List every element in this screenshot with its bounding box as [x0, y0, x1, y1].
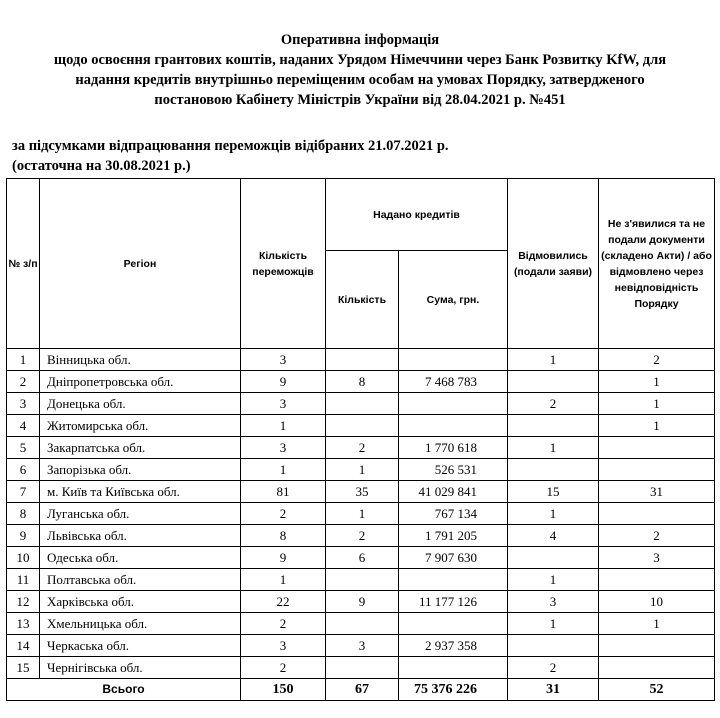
table-row [7, 525, 715, 547]
row-num: 14 [7, 635, 40, 657]
table-row [7, 459, 715, 481]
row-num: 9 [7, 525, 40, 547]
row-num: 1 [7, 349, 40, 371]
row-region: Черкаська обл. [40, 635, 241, 657]
row-refused: 2 [508, 657, 599, 679]
row-credits-count [326, 415, 399, 437]
row-credits-count: 1 [326, 459, 399, 481]
row-region: Дніпропетровська обл. [40, 371, 241, 393]
table-row [7, 437, 715, 459]
total-count: 67 [326, 679, 399, 701]
row-not-appeared [599, 459, 715, 481]
row-region: м. Київ та Київська обл. [40, 481, 241, 503]
title-line-1: Оперативна інформація [280, 32, 440, 48]
row-num: 5 [7, 437, 40, 459]
row-region: Закарпатська обл. [40, 437, 241, 459]
row-num: 7 [7, 481, 40, 503]
table-row [7, 503, 715, 525]
row-credits-count: 8 [326, 371, 399, 393]
row-num: 13 [7, 613, 40, 635]
row-credits-sum [399, 613, 508, 635]
row-refused: 1 [508, 437, 599, 459]
col-header-credits-count: Кількість [326, 251, 399, 349]
total-refused: 31 [508, 679, 599, 701]
row-winners: 1 [241, 459, 326, 481]
row-region: Житомирська обл. [40, 415, 241, 437]
total-winners: 150 [241, 679, 326, 701]
row-refused [508, 635, 599, 657]
row-num: 3 [7, 393, 40, 415]
row-refused: 3 [508, 591, 599, 613]
total-sum: 75 376 226 [399, 679, 508, 701]
row-num: 15 [7, 657, 40, 679]
row-credits-count [326, 569, 399, 591]
row-not-appeared [599, 635, 715, 657]
row-region: Харківська обл. [40, 591, 241, 613]
row-credits-count [326, 613, 399, 635]
row-credits-count [326, 349, 399, 371]
row-region: Полтавська обл. [40, 569, 241, 591]
row-credits-sum: 7 907 630 [399, 547, 508, 569]
table-body [7, 349, 715, 679]
table-row [7, 481, 715, 503]
row-num: 11 [7, 569, 40, 591]
row-num: 8 [7, 503, 40, 525]
row-credits-sum: 41 029 841 [399, 481, 508, 503]
table-row [7, 635, 715, 657]
row-not-appeared: 1 [599, 371, 715, 393]
table-row [7, 569, 715, 591]
row-credits-sum: 1 770 618 [399, 437, 508, 459]
row-winners: 3 [241, 437, 326, 459]
row-not-appeared: 1 [599, 393, 715, 415]
row-credits-count: 35 [326, 481, 399, 503]
row-refused: 1 [508, 349, 599, 371]
row-refused [508, 371, 599, 393]
table-row [7, 591, 715, 613]
subtitle-line-1: за підсумками відпрацювання переможців відібраних 21.07.2021 р. [12, 138, 449, 154]
row-num: 12 [7, 591, 40, 613]
row-refused: 2 [508, 393, 599, 415]
row-winners: 2 [241, 613, 326, 635]
subtitle-line-2: (остаточна на 30.08.2021 р.) [12, 158, 191, 174]
row-refused: 1 [508, 503, 599, 525]
table-row [7, 393, 715, 415]
row-winners: 2 [241, 503, 326, 525]
row-winners: 1 [241, 415, 326, 437]
row-credits-sum [399, 657, 508, 679]
row-credits-sum: 2 937 358 [399, 635, 508, 657]
row-not-appeared: 2 [599, 525, 715, 547]
row-credits-count: 1 [326, 503, 399, 525]
row-not-appeared [599, 569, 715, 591]
col-header-refused: Відмовились (подали заяви) [508, 179, 599, 349]
row-num: 10 [7, 547, 40, 569]
row-refused: 15 [508, 481, 599, 503]
row-credits-count [326, 657, 399, 679]
credits-table [6, 178, 715, 701]
row-not-appeared [599, 437, 715, 459]
row-refused [508, 415, 599, 437]
row-winners: 3 [241, 349, 326, 371]
row-not-appeared: 2 [599, 349, 715, 371]
row-not-appeared: 3 [599, 547, 715, 569]
title-line-3: надання кредитів внутрішньо переміщеним особам на умовах Порядку, затвердженого [75, 72, 645, 88]
row-winners: 22 [241, 591, 326, 613]
table-row [7, 547, 715, 569]
row-credits-sum [399, 393, 508, 415]
row-num: 6 [7, 459, 40, 481]
table-row [7, 349, 715, 371]
row-not-appeared: 10 [599, 591, 715, 613]
table-row [7, 657, 715, 679]
total-row [7, 679, 715, 701]
row-credits-count: 6 [326, 547, 399, 569]
col-header-region: Регіон [40, 179, 241, 349]
row-region: Чернігівська обл. [40, 657, 241, 679]
row-refused: 4 [508, 525, 599, 547]
col-header-credits-group: Надано кредитів [326, 179, 508, 251]
row-region: Вінницька обл. [40, 349, 241, 371]
row-credits-sum [399, 569, 508, 591]
row-credits-sum: 1 791 205 [399, 525, 508, 547]
total-label: Всього [7, 679, 241, 701]
row-refused: 1 [508, 569, 599, 591]
row-credits-sum [399, 415, 508, 437]
row-winners: 9 [241, 547, 326, 569]
row-num: 2 [7, 371, 40, 393]
col-header-credits-sum: Сума, грн. [399, 251, 508, 349]
row-credits-sum: 11 177 126 [399, 591, 508, 613]
row-credits-sum: 526 531 [399, 459, 508, 481]
title-line-2: щодо освоєння грантових коштів, наданих Урядом Німеччини через Банк Розвитку KfW, для [53, 52, 667, 68]
row-num: 4 [7, 415, 40, 437]
row-region: Запорізька обл. [40, 459, 241, 481]
table-footer [7, 679, 715, 701]
row-winners: 3 [241, 393, 326, 415]
row-refused [508, 459, 599, 481]
table-row [7, 371, 715, 393]
title-line-4: постановою Кабінету Міністрів України від 28.04.2021 р. №451 [154, 92, 566, 108]
row-refused: 1 [508, 613, 599, 635]
row-not-appeared: 1 [599, 613, 715, 635]
row-not-appeared: 1 [599, 415, 715, 437]
row-region: Хмельницька обл. [40, 613, 241, 635]
total-not-appeared: 52 [599, 679, 715, 701]
row-credits-sum: 7 468 783 [399, 371, 508, 393]
row-not-appeared [599, 503, 715, 525]
row-region: Одеська обл. [40, 547, 241, 569]
col-header-num: № з/п [7, 179, 40, 349]
row-winners: 1 [241, 569, 326, 591]
col-header-not-appeared: Не з'явилися та не подали документи (складено Акти) / або відмовлено через невідповідність Порядку [599, 179, 715, 349]
table-row [7, 613, 715, 635]
row-winners: 8 [241, 525, 326, 547]
col-header-winners: Кількість переможців [241, 179, 326, 349]
row-credits-sum: 767 134 [399, 503, 508, 525]
row-winners: 3 [241, 635, 326, 657]
row-refused [508, 547, 599, 569]
row-credits-count: 2 [326, 437, 399, 459]
row-not-appeared: 31 [599, 481, 715, 503]
row-winners: 9 [241, 371, 326, 393]
row-region: Львівська обл. [40, 525, 241, 547]
document-subtitle [12, 136, 449, 176]
row-not-appeared [599, 657, 715, 679]
row-winners: 2 [241, 657, 326, 679]
row-credits-count: 3 [326, 635, 399, 657]
row-credits-count: 2 [326, 525, 399, 547]
row-region: Донецька обл. [40, 393, 241, 415]
document-header [0, 0, 720, 110]
row-region: Луганська обл. [40, 503, 241, 525]
table-header [7, 179, 715, 349]
row-credits-count [326, 393, 399, 415]
table-row [7, 415, 715, 437]
row-credits-count: 9 [326, 591, 399, 613]
row-credits-sum [399, 349, 508, 371]
row-winners: 81 [241, 481, 326, 503]
